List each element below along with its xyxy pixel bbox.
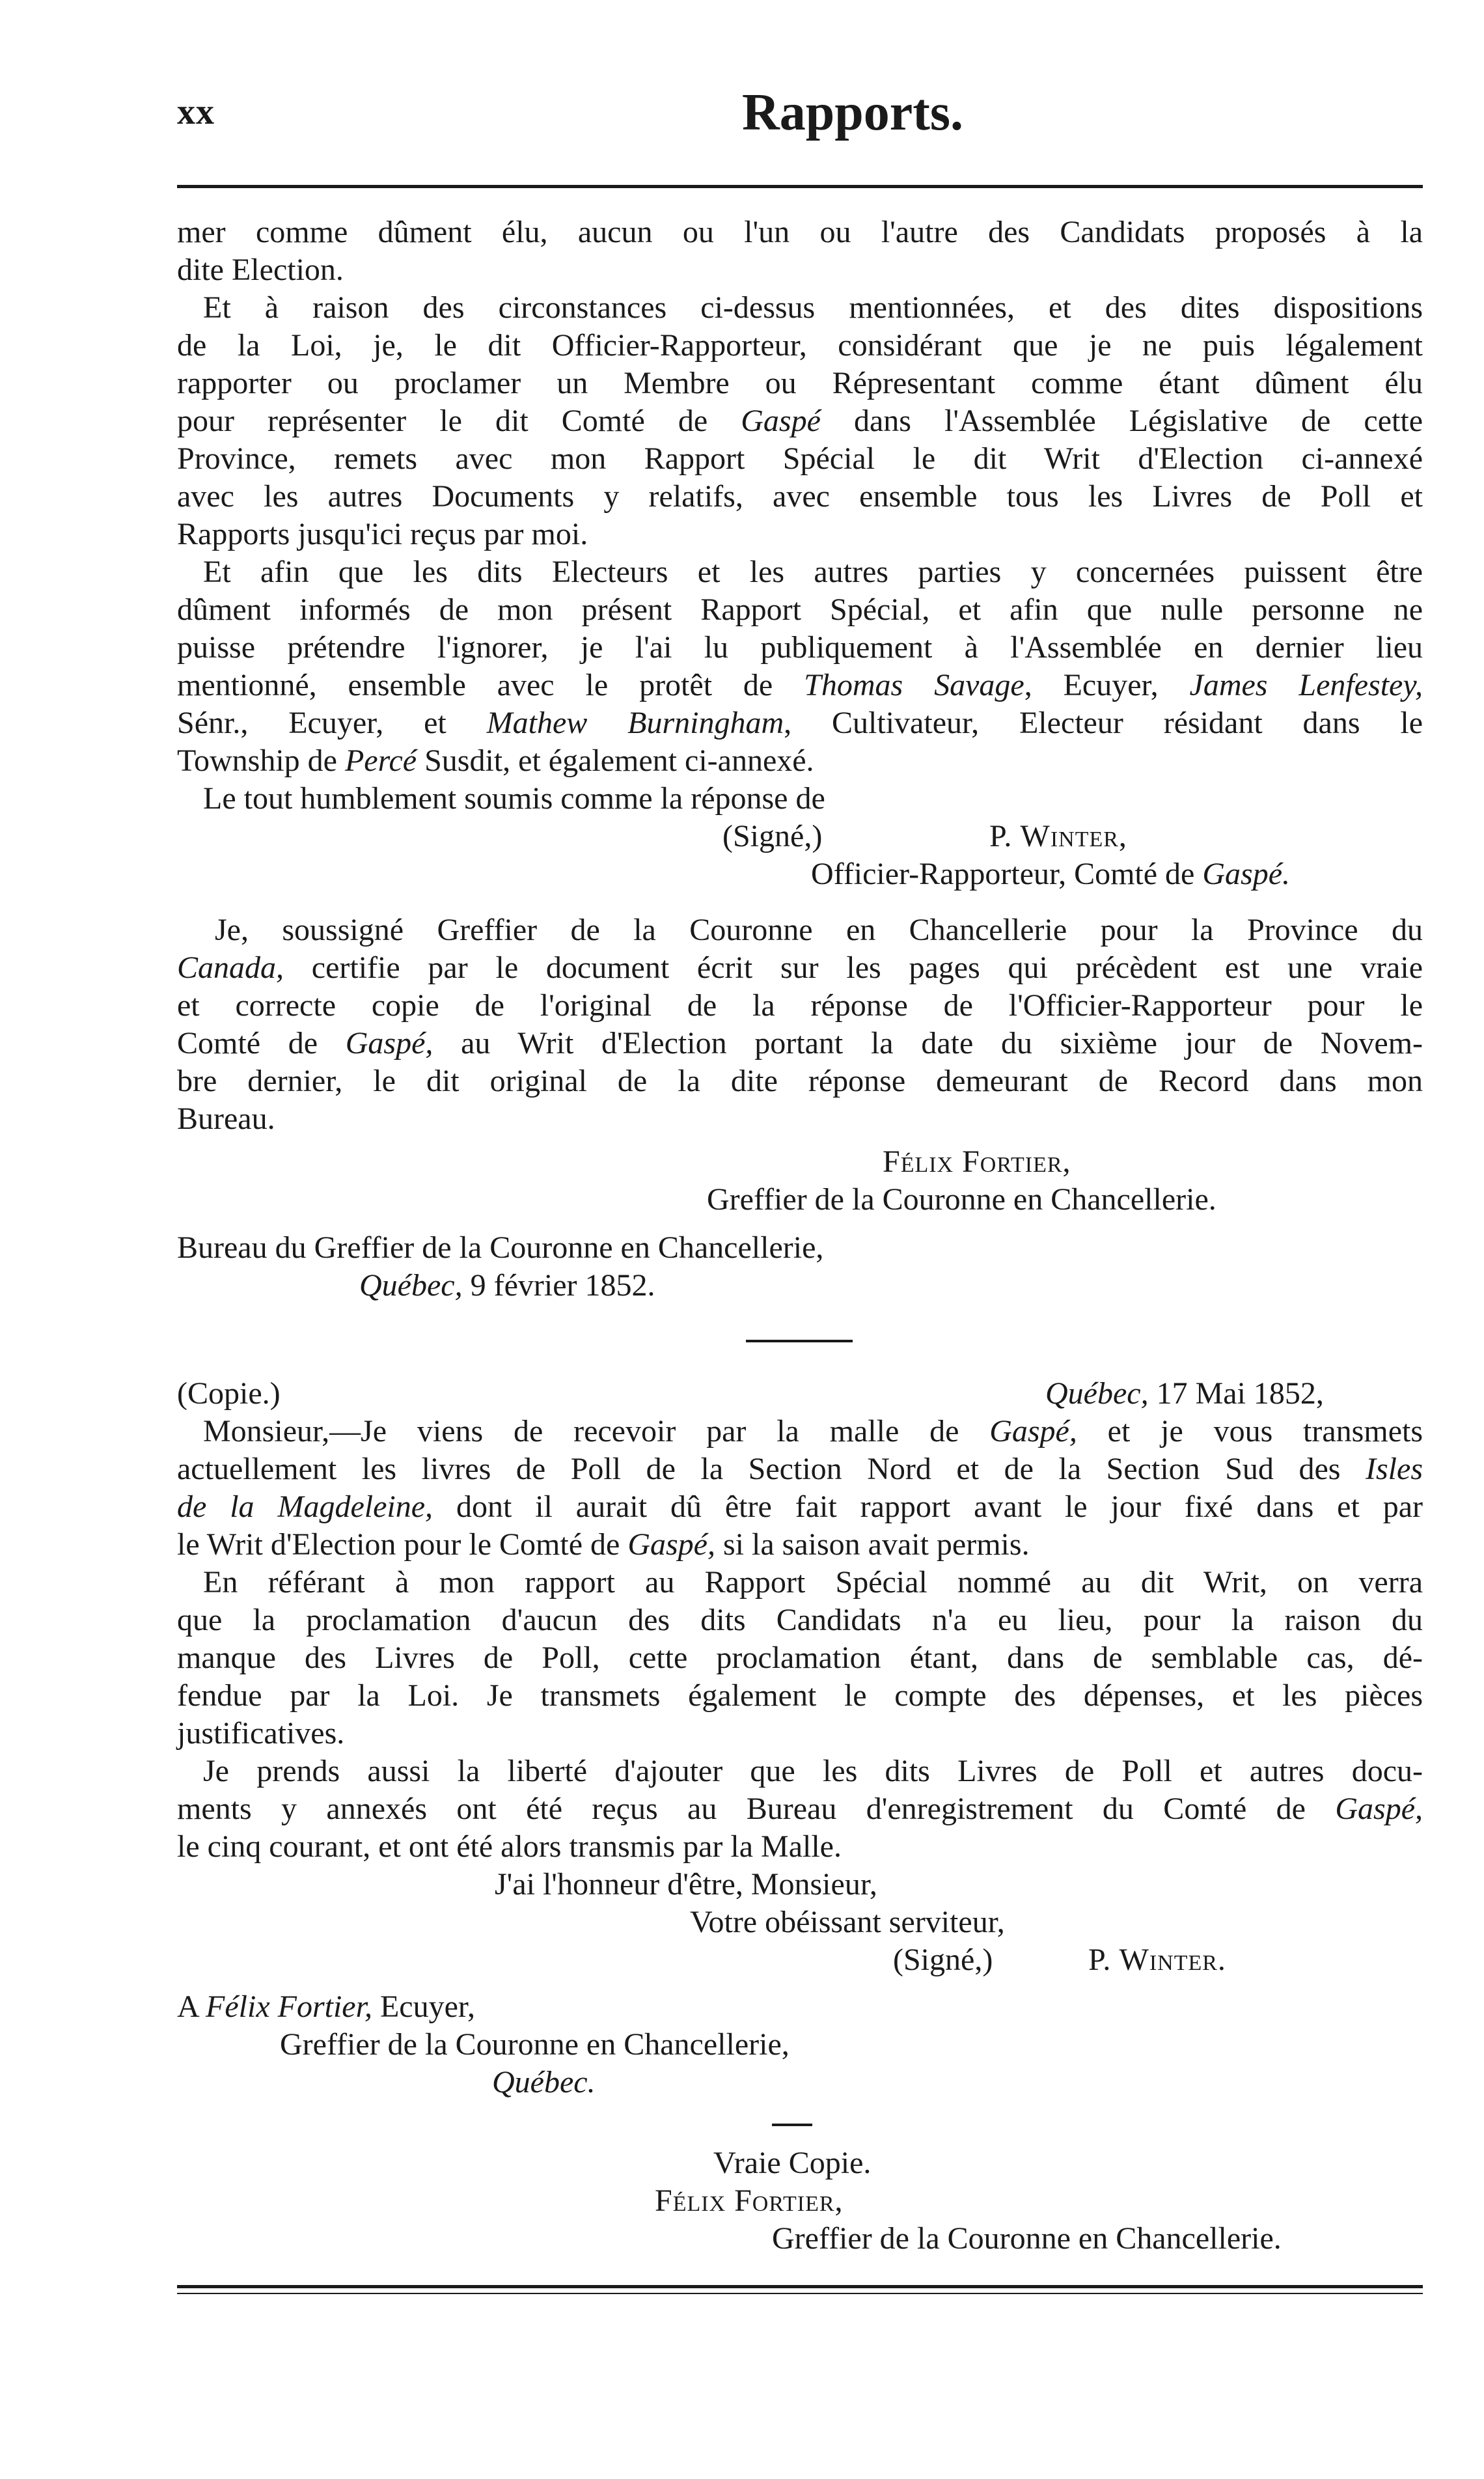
place-name: Canada, bbox=[177, 950, 284, 985]
section-divider bbox=[746, 1340, 853, 1342]
small-divider bbox=[772, 2124, 812, 2126]
certificate-line: et correcte copie de l'original de la réponse de l'Officier-Rapporteur pour le bbox=[177, 988, 1423, 1023]
report-line: Et afin que les dits Electeurs et les autres parties y concernées puissent être bbox=[203, 555, 1423, 589]
certificate-line: Canada, certifie par le document écrit sur les pages qui précèdent est une vraie bbox=[177, 950, 1423, 985]
letter-line: justificatives. bbox=[177, 1716, 345, 1751]
true-copy-label: Vraie Copie. bbox=[713, 2146, 872, 2180]
letter-line: actuellement les livres de Poll de la Section Nord et de la Section Sud des Isles bbox=[177, 1452, 1423, 1486]
letter-line: Je prends aussi la liberté d'ajouter que les dits Livres de Poll et autres docu- bbox=[203, 1754, 1423, 1788]
report-line: mentionné, ensemble avec le protêt de Thomas Savage, Ecuyer, James Lenfestey, bbox=[177, 668, 1423, 702]
signer-title: Greffier de la Couronne en Chancellerie. bbox=[707, 1182, 1216, 1217]
report-line: Township de Percé Susdit, et également ci-annexé. bbox=[177, 743, 814, 778]
place-name: de la Magdeleine, bbox=[177, 1489, 433, 1524]
place-name: Percé bbox=[344, 743, 417, 778]
letter-date: Québec, 17 Mai 1852, bbox=[1045, 1376, 1324, 1411]
person-name: Félix Fortier, bbox=[206, 1989, 372, 2024]
signed-label: (Signé,) bbox=[722, 819, 823, 853]
footer-rule-thin bbox=[177, 2293, 1423, 2294]
letter-line: En référant à mon rapport au Rapport Spécial nommé au dit Writ, on verra bbox=[203, 1565, 1423, 1600]
place-name: Gaspé, bbox=[1335, 1792, 1423, 1826]
certificate-line: Comté de Gaspé, au Writ d'Election portant la date du sixième jour de Novem- bbox=[177, 1026, 1423, 1060]
signer-name: Félix Fortier, bbox=[883, 1144, 1071, 1179]
place-name: Isles bbox=[1366, 1452, 1423, 1486]
report-line: de la Loi, je, le dit Officier-Rapporteur, considérant que je ne puis légalement bbox=[177, 328, 1423, 363]
running-title: Rapports. bbox=[742, 84, 964, 141]
certificate-line: Bureau. bbox=[177, 1101, 275, 1136]
addressee-city: Québec. bbox=[492, 2065, 596, 2099]
office-line: Bureau du Greffier de la Couronne en Chancellerie, bbox=[177, 1230, 824, 1265]
letter-line: fendue par la Loi. Je transmets également le compte des dépenses, et les pièces bbox=[177, 1678, 1423, 1713]
report-line: Sénr., Ecuyer, et Mathew Burningham, Cultivateur, Electeur résidant dans le bbox=[177, 706, 1423, 740]
place-name: Gaspé bbox=[741, 404, 821, 438]
header-rule bbox=[177, 185, 1423, 188]
place-name: Gaspé, bbox=[989, 1414, 1077, 1448]
footer-rule bbox=[177, 2285, 1423, 2288]
closing-line: J'ai l'honneur d'être, Monsieur, bbox=[495, 1867, 877, 1902]
report-line: dûment informés de mon présent Rapport Spécial, et afin que nulle personne ne bbox=[177, 592, 1423, 627]
person-name: Mathew Burningham bbox=[486, 706, 784, 740]
report-line: Le tout humblement soumis comme la réponse de bbox=[203, 781, 825, 816]
report-line: Rapports jusqu'ici reçus par moi. bbox=[177, 517, 588, 551]
signed-label: (Signé,) bbox=[893, 1943, 993, 1977]
letter-line: le cinq courant, et ont été alors transmis par la Malle. bbox=[177, 1829, 842, 1864]
signer-name: P. Winter, bbox=[989, 819, 1127, 853]
letter-line: manque des Livres de Poll, cette proclamation étant, dans de semblable cas, dé- bbox=[177, 1641, 1423, 1675]
signer-name: Félix Fortier, bbox=[655, 2183, 844, 2218]
closing-line: Votre obéissant serviteur, bbox=[690, 1905, 1005, 1939]
letter-line: ments y annexés ont été reçus au Bureau d'enregistrement du Comté de Gaspé, bbox=[177, 1792, 1423, 1826]
addressee-title: Greffier de la Couronne en Chancellerie, bbox=[280, 2027, 790, 2062]
report-line: Province, remets avec mon Rapport Spécial le dit Writ d'Election ci-annexé bbox=[177, 441, 1423, 476]
report-line: dite Election. bbox=[177, 253, 344, 287]
letter-line: le Writ d'Election pour le Comté de Gaspé, si la saison avait permis. bbox=[177, 1527, 1030, 1562]
report-line: mer comme dûment élu, aucun ou l'un ou l'autre des Candidats proposés à la bbox=[177, 215, 1423, 249]
certificate-line: Je, soussigné Greffier de la Couronne en Chancellerie pour la Province du bbox=[215, 913, 1423, 947]
signer-title: Greffier de la Couronne en Chancellerie. bbox=[772, 2221, 1282, 2256]
person-name: James Lenfestey, bbox=[1189, 668, 1423, 702]
report-line: rapporter ou proclamer un Membre ou Répresentant comme étant dûment élu bbox=[177, 366, 1423, 400]
addressee-line: A Félix Fortier, Ecuyer, bbox=[177, 1989, 475, 2024]
place-date: Québec, 9 février 1852. bbox=[359, 1268, 655, 1303]
report-line: Et à raison des circonstances ci-dessus mentionnées, et des dites dispositions bbox=[203, 290, 1423, 325]
certificate-line: bre dernier, le dit original de la dite réponse demeurant de Record dans mon bbox=[177, 1064, 1423, 1098]
letter-line: que la proclamation d'aucun des dits Candidats n'a eu lieu, pour la raison du bbox=[177, 1603, 1423, 1637]
letter-line: de la Magdeleine, dont il aurait dû être fait rapport avant le jour fixé dans et par bbox=[177, 1489, 1423, 1524]
report-line: puisse prétendre l'ignorer, je l'ai lu publiquement à l'Assemblée en dernier lieu bbox=[177, 630, 1423, 665]
page-number: xx bbox=[177, 92, 215, 132]
copy-label: (Copie.) bbox=[177, 1376, 281, 1411]
place-name: Gaspé, bbox=[627, 1527, 715, 1562]
person-name: Thomas Savage bbox=[804, 668, 1024, 702]
place-name: Gaspé, bbox=[345, 1026, 433, 1060]
report-line: pour représenter le dit Comté de Gaspé dans l'Assemblée Législative de cette bbox=[177, 404, 1423, 438]
report-line: avec les autres Documents y relatifs, avec ensemble tous les Livres de Poll et bbox=[177, 479, 1423, 514]
letter-line: Monsieur,—Je viens de recevoir par la malle de Gaspé, et je vous transmets bbox=[203, 1414, 1423, 1448]
signer-name: P. Winter. bbox=[1088, 1943, 1226, 1977]
signer-title: Officier-Rapporteur, Comté de Gaspé. bbox=[811, 857, 1291, 891]
